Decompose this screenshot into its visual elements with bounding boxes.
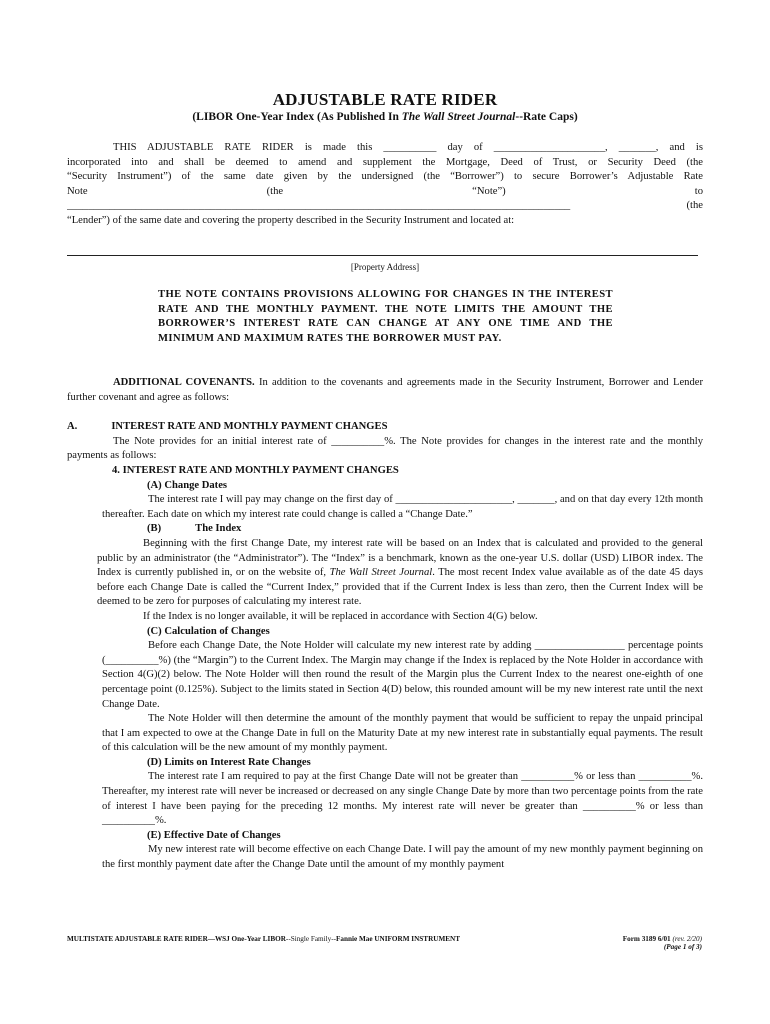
section-4b-text-1: Beginning with the first Change Date, my interest rate will be based on an Index that is calculated and provided to the general public by an administrator (the “Administrator”). The “Index” is a benchmark, known as the one-year U.S. dollar (USD) LIBOR index. The Index is currently published in, or on the website of, The Wall Street Journal. The most recent Index value available as of the date 45 days before each Change Date is called the “Current Index,” provided that if the Current Index is less than zero, then the Current Index will be deemed to be zero for purposes of calculating my interest rate.: [97, 537, 703, 608]
footer-page-number: (Page 1 of 3): [663, 943, 702, 951]
footer-form-number: Form 3189 6/01 (rev. 2/20) (Page 1 of 3): [598, 935, 702, 951]
section-a: [67, 420, 703, 464]
section-a-heading: INTEREST RATE AND MONTHLY PAYMENT CHANGES: [111, 421, 388, 432]
section-4d-text: The interest rate I am required to pay at the first Change Date will not be greater than __________% or less than __________%. Thereafter, my interest rate will never be increased or decreased on any single Change Date by more than two percentage points from the rate of interest I have been paying for the preceding 12 months. My interest rate will never be greater than __________% or less than __________%.: [102, 771, 703, 827]
footer-form-title: MULTISTATE ADJUSTABLE RATE RIDER—WSJ One-Year LIBOR--Single Family--Fannie Mae UNIFORM INSTRUMENT: [67, 935, 461, 943]
section-4b-text-2: If the Index is no longer available, it will be replaced in accordance with Section 4(G) below.: [143, 610, 538, 622]
section-4c-heading: (C) Calculation of Changes: [147, 625, 270, 637]
intro-line-6: “Lender”) of the same date and covering the property described in the Security Instrument and located at:: [67, 214, 515, 226]
intro-line-5: _______________________________________________________________________________________________ (the: [67, 200, 703, 212]
section-4e-heading: (E) Effective Date of Changes: [147, 829, 281, 841]
document-title: ADJUSTABLE RATE RIDER: [272, 90, 498, 109]
section-4a-text: The interest rate I will pay may change on the first day of ______________________, _______, and on that day every 12th month thereafter. Each date on which my interest rate could change is called a “Change Date.”: [102, 494, 703, 520]
section-a-letter: A.: [67, 421, 78, 432]
intro-line-1: THIS ADJUSTABLE RATE RIDER is made this __________ day of _____________________, _______, and is: [113, 142, 703, 153]
intro-paragraph: [67, 141, 703, 229]
covenants-heading: ADDITIONAL COVENANTS.: [113, 377, 255, 388]
covenants-paragraph: [67, 376, 703, 405]
section-4-heading: 4. INTEREST RATE AND MONTHLY PAYMENT CHANGES: [112, 465, 399, 476]
document-subtitle: (LIBOR One-Year Index (As Published In The Wall Street Journal--Rate Caps): [192, 111, 578, 123]
intro-line-3: “Security Instrument”) of the same date given by the undersigned (the “Borrower”) to secure Borrower’s Adjustable Rate: [67, 171, 703, 183]
property-address-label: [Property Address]: [350, 262, 420, 272]
intro-line-4: Note (the “Note”) to: [67, 185, 703, 197]
intro-line-2: incorporated into and shall be deemed to amend and supplement the Mortgage, Deed of Trust, or Security Deed (the: [67, 156, 703, 168]
property-address-line: [67, 255, 698, 256]
section-4: [67, 464, 703, 873]
section-4b-heading: (B) The Index: [147, 523, 242, 535]
section-a-text: The Note provides for an initial interest rate of __________%. The Note provides for changes in the interest rate and the monthly payments as follows:: [67, 435, 703, 462]
notice-caps: THE NOTE CONTAINS PROVISIONS ALLOWING FOR CHANGES IN THE INTEREST RATE AND THE MONTHLY PAYMENT. THE NOTE LIMITS THE AMOUNT THE BORROWER’S INTEREST RATE CAN CHANGE AT ANY ONE TIME AND THE MINIMUM AND MAXIMUM RATES THE BORROWER MUST PAY.: [158, 289, 613, 344]
section-4a-heading: (A) Change Dates: [147, 479, 228, 491]
section-4c-text-2: The Note Holder will then determine the amount of the monthly payment that would be sufficient to repay the unpaid principal that I am expected to owe at the Change Date in full on the Maturity Date at my new interest rate in substantially equal payments. The result of this calculation will be the new amount of my monthly payment.: [102, 713, 703, 754]
section-4d-heading: (D) Limits on Interest Rate Changes: [147, 756, 311, 768]
section-4c-text-1: Before each Change Date, the Note Holder will calculate my new interest rate by adding _________________ percentage points (__________%) (the “Margin”) to the Current Index. The Margin may change if the Index is replaced by the Note Holder in accordance with Section 4(G)(2) below. The Note Holder will then round the result of the Margin plus the Current Index to the nearest one-eighth of one percentage point (0.125%). Subject to the limits stated in Section 4(D) below, this rounded amount will be my new interest rate until the next Change Date.: [102, 640, 703, 710]
covenants-text: In addition to the covenants and agreements made in the Security Instrument, Borrower and Lender further covenant and agree as follows:: [67, 377, 703, 403]
section-4e-text: My new interest rate will become effective on each Change Date. I will pay the amount of my new monthly payment beginning on the first monthly payment date after the Change Date until the amount of my monthly payment: [102, 844, 703, 871]
